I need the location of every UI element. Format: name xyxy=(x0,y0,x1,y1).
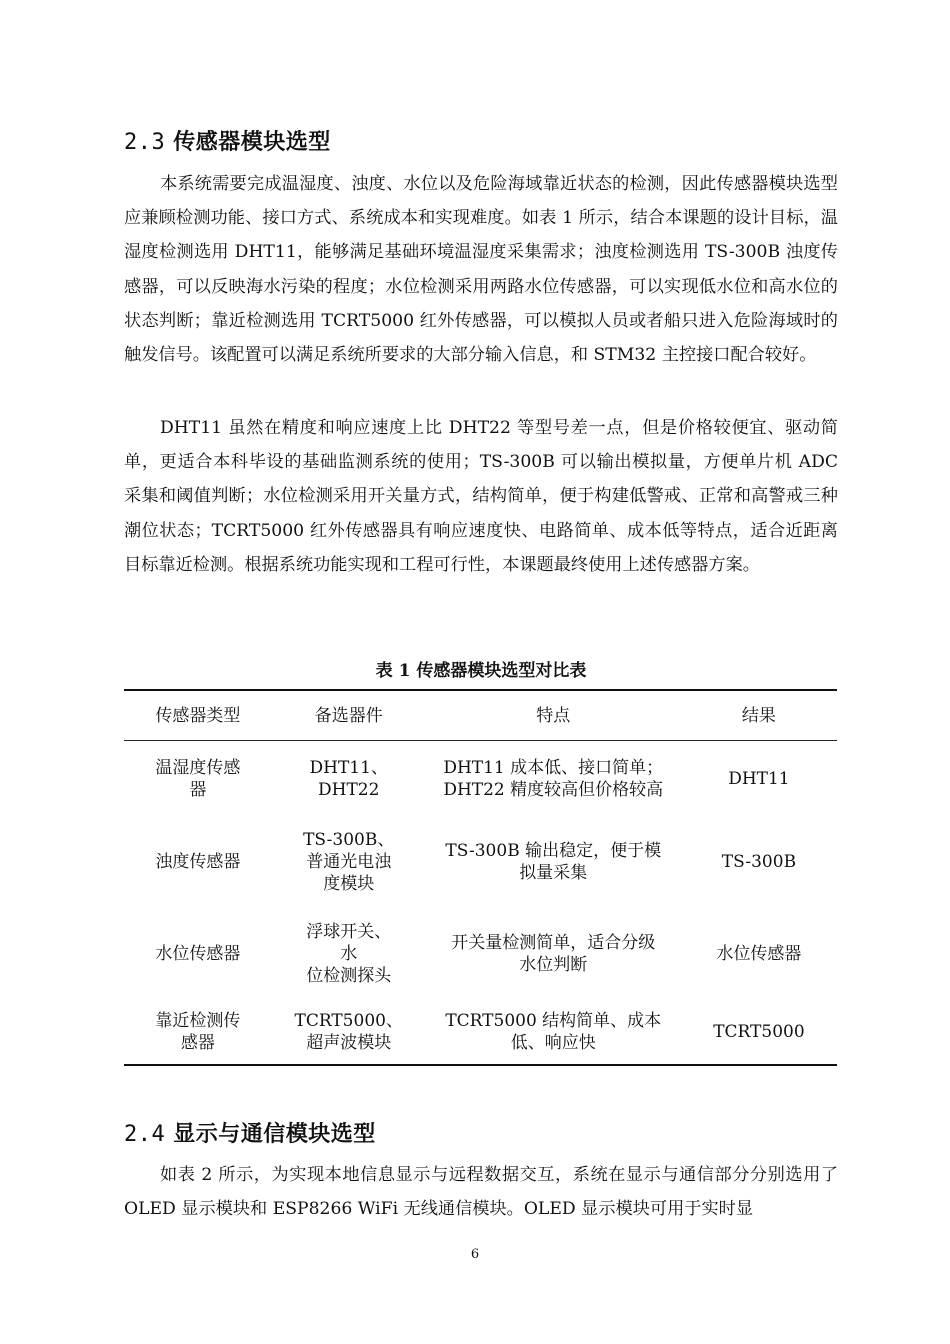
table-header-row xyxy=(124,690,837,741)
sensor-comparison-table xyxy=(124,689,837,1066)
cell-line: 开关量检测简单，适合分级 xyxy=(451,933,656,953)
cell-line: 拟量采集 xyxy=(519,863,588,883)
section-heading-2-4 xyxy=(124,1117,376,1148)
cell-line: 超声波模块 xyxy=(306,1033,392,1053)
column-header: 结果 xyxy=(681,690,837,741)
section-title: 传感器模块选型 xyxy=(173,129,331,155)
table-cell-type xyxy=(124,741,272,817)
section-title: 显示与通信模块选型 xyxy=(173,1121,376,1147)
column-header: 传感器类型 xyxy=(124,690,272,741)
column-header: 特点 xyxy=(426,690,681,741)
cell-line: 温湿度传感 xyxy=(155,757,241,778)
cell-line: 靠近检测传 xyxy=(155,1011,241,1031)
table-cell-features xyxy=(426,1000,681,1065)
column-header: 备选器件 xyxy=(272,690,426,741)
cell-line: TCRT5000、 xyxy=(294,1011,403,1031)
cell-line: 水位判断 xyxy=(519,955,588,975)
cell-line: 感器 xyxy=(180,1033,215,1053)
body-paragraph-3: 如表 2 所示，为实现本地信息显示与远程数据交互，系统在显示与通信部分分别选用了 OLED 显示模块和 ESP8266 WiFi 无线通信模块。OLED 显示模块可用于实时显 xyxy=(124,1165,838,1220)
page-number: 6 xyxy=(470,1247,480,1262)
cell-line: 普通光电浊 xyxy=(306,852,392,872)
table-caption: 表 1 传感器模块选型对比表 xyxy=(375,661,587,681)
section-heading-2-3 xyxy=(124,125,331,156)
body-paragraph-2: DHT11 虽然在精度和响应速度上比 DHT22 等型号差一点，但是价格较便宜、驱动简单，更适合本科毕设的基础监测系统的使用；TS-300B 可以输出模拟量，方便单片机 ADC 采集和阈值判断；水位检测采用开关量方式，结构简单，便于构建低警戒、正常和高警戒三种潮位状态；TCRT5000 红外传感器具有响应速度快、电路简单、成本低等特点，适合近距离目标靠近检测。根据系统功能实现和工程可行性，本课题最终使用上述传感器方案。 xyxy=(124,418,838,575)
table-row xyxy=(124,1000,837,1065)
table-cell-result: TS-300B xyxy=(721,852,797,872)
cell-line: DHT22 精度较高但价格较高 xyxy=(443,779,664,800)
table-cell-candidates xyxy=(272,816,426,908)
cell-line: 水位传感器 xyxy=(155,944,241,964)
table-row xyxy=(124,741,837,817)
table-cell-candidates xyxy=(272,1000,426,1065)
table-cell-type xyxy=(124,1000,272,1065)
cell-line: TS-300B 输出稳定，便于模 xyxy=(445,841,662,861)
cell-line: 低、响应快 xyxy=(510,1033,596,1053)
table-cell-features xyxy=(426,816,681,908)
table-cell-candidates xyxy=(272,908,426,1000)
cell-line: DHT11、 xyxy=(309,757,388,778)
table-cell-features xyxy=(426,741,681,817)
cell-line: TS-300B、 xyxy=(303,830,395,850)
cell-line: 浮球开关、 xyxy=(306,922,392,942)
table-cell-type xyxy=(124,908,272,1000)
table-cell-type xyxy=(124,816,272,908)
table-row xyxy=(124,816,837,908)
table-cell-result: TCRT5000 xyxy=(713,1022,805,1042)
cell-line: 浊度传感器 xyxy=(155,852,241,872)
section-number: 2.3 xyxy=(124,130,166,155)
cell-line: 位检测探头 xyxy=(306,966,392,986)
table-cell-features xyxy=(426,908,681,1000)
body-paragraph-1: 本系统需要完成温湿度、浊度、水位以及危险海域靠近状态的检测，因此传感器模块选型应兼顾检测功能、接口方式、系统成本和实现难度。如表 1 所示，结合本课题的设计目标，温湿度检测选用 DHT11，能够满足基础环境温湿度采集需求；浊度检测选用 TS-300B 浊度传感器，可以反映海水污染的程度；水位检测采用两路水位传感器，可以实现低水位和高水位的状态判断；靠近检测选用 TCRT5000 红外传感器，可以模拟人员或者船只进入危险海域时的触发信号。该配置可以满足系统所要求的大部分输入信息，和 STM32 主控接口配合较好。 xyxy=(124,174,838,366)
table-cell-result: 水位传感器 xyxy=(716,944,802,964)
cell-line: DHT11 成本低、接口简单； xyxy=(443,757,664,778)
cell-line: 度模块 xyxy=(323,874,375,894)
table-row xyxy=(124,908,837,1000)
cell-line: TCRT5000 结构简单、成本 xyxy=(445,1011,662,1031)
cell-line: 水 xyxy=(340,944,358,964)
table-cell-candidates xyxy=(272,741,426,817)
cell-line: 器 xyxy=(189,779,207,800)
section-number: 2.4 xyxy=(124,1122,166,1147)
table-cell-result: DHT11 xyxy=(728,768,790,789)
cell-line: DHT22 xyxy=(318,779,380,800)
